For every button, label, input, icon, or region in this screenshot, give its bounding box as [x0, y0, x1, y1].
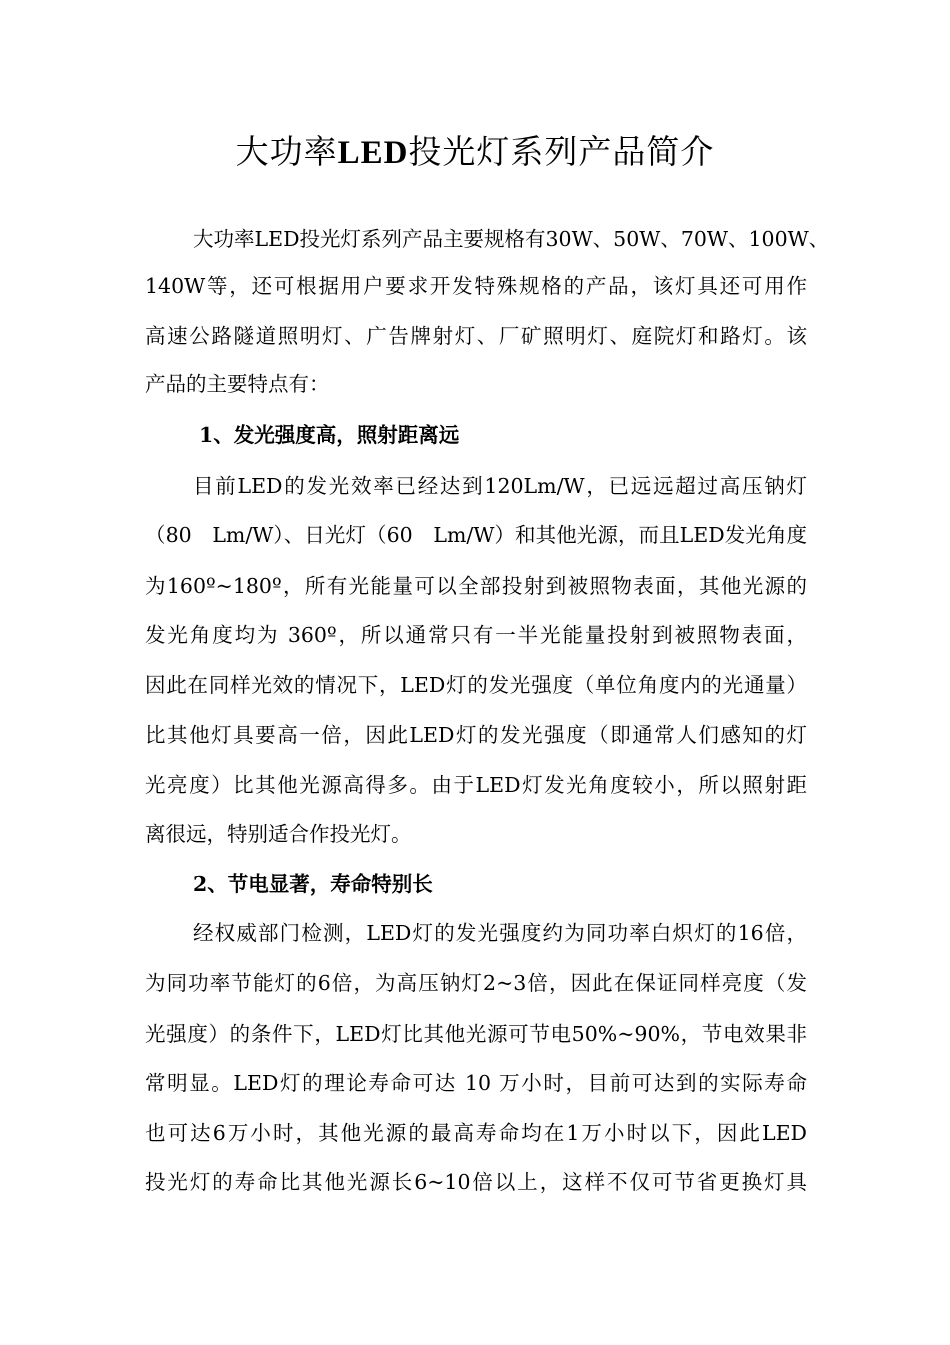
paragraph-line: 常明显。LED灯的理论寿命可达 10 万小时，目前可达到的实际寿命: [145, 1071, 807, 1095]
paragraph-line: 因此在同样光效的情况下，LED灯的发光强度（单位角度内的光通量）: [145, 673, 807, 697]
paragraph-line: 140W等，还可根据用户要求开发特殊规格的产品，该灯具还可用作: [145, 274, 807, 298]
paragraph-line: 高速公路隧道照明灯、广告牌射灯、厂矿照明灯、庭院灯和路灯。该: [145, 324, 807, 348]
paragraph-line: 发光角度均为 360º，所以通常只有一半光能量投射到被照物表面，: [145, 623, 807, 647]
paragraph-line: 光强度）的条件下，LED灯比其他光源可节电50%~90%，节电效果非: [145, 1022, 807, 1046]
section-heading-2: 2、节电显著，寿命特别长: [193, 872, 433, 896]
paragraph-line: 目前LED的发光效率已经达到120Lm/W，已远远超过高压钠灯: [193, 474, 807, 498]
title-suffix: 投光灯系列产品简介: [408, 132, 715, 171]
paragraph-line: 大功率LED投光灯系列产品主要规格有30W、50W、70W、100W、: [193, 227, 830, 251]
paragraph-line: 也可达6万小时，其他光源的最高寿命均在1万小时以下，因此LED: [145, 1121, 807, 1145]
document-title: [0, 128, 950, 177]
paragraph-line: 为同功率节能灯的6倍，为高压钠灯2~3倍，因此在保证同样亮度（发: [145, 971, 807, 995]
section-heading-1: 1、发光强度高，照射距离远: [199, 423, 460, 447]
title-bold: LED: [337, 135, 409, 171]
paragraph-line: 光亮度）比其他光源高得多。由于LED灯发光角度较小，所以照射距: [145, 773, 807, 797]
paragraph-line: 离很远，特别适合作投光灯。: [145, 822, 412, 846]
paragraph-line: 经权威部门检测，LED灯的发光强度约为同功率白炽灯的16倍，: [193, 921, 807, 945]
paragraph-line: 产品的主要特点有：: [145, 372, 330, 396]
paragraph-line: 比其他灯具要高一倍，因此LED灯的发光强度（即通常人们感知的灯: [145, 723, 807, 747]
paragraph-line: 为160º~180º，所有光能量可以全部投射到被照物表面，其他光源的: [145, 574, 807, 598]
title-prefix: 大功率: [235, 132, 338, 171]
paragraph-line: 投光灯的寿命比其他光源长6~10倍以上，这样不仅可节省更换灯具: [145, 1170, 807, 1194]
paragraph-line: （80 Lm/W）、日光灯（60 Lm/W）和其他光源，而且LED发光角度: [145, 523, 807, 547]
